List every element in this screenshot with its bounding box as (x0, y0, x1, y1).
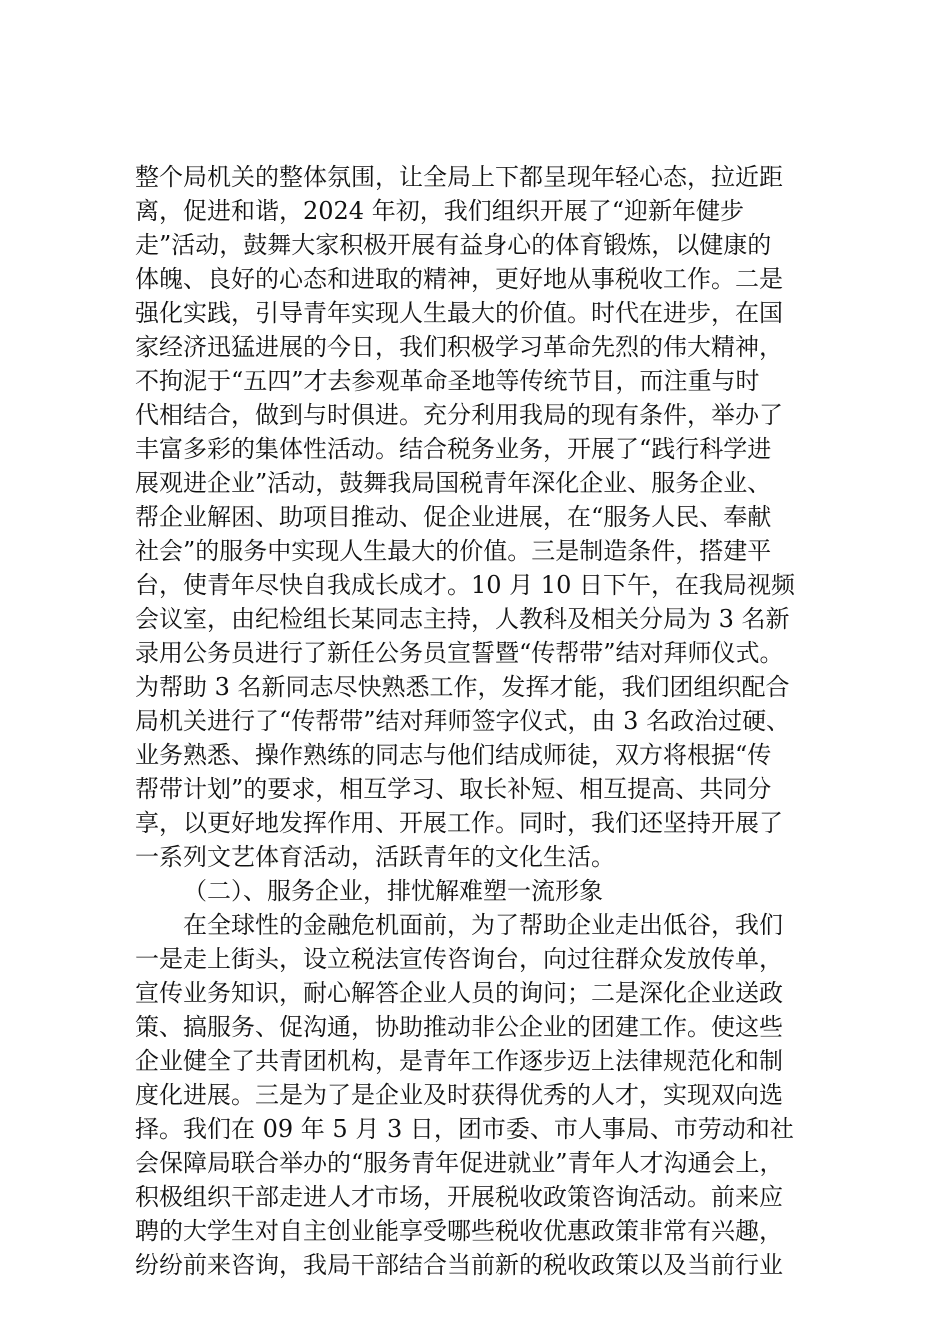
text-line: 离，促进和谐，2024 年初，我们组织开展了“迎新年健步 (135, 197, 744, 225)
text-line: 宣传业务知识，耐心解答企业人员的询问；二是深化企业送政 (135, 979, 783, 1007)
text-line: 一系列文艺体育活动，活跃青年的文化生活。 (135, 843, 615, 871)
text-line: 局机关进行了“传帮带”结对拜师签字仪式，由 3 名政治过硬、 (135, 707, 791, 735)
text-line: 积极组织干部走进人才市场，开展税收政策咨询活动。前来应 (135, 1183, 783, 1211)
text-line: 体魄、良好的心态和进取的精神，更好地从事税收工作。二是 (135, 265, 783, 293)
text-line: 强化实践，引导青年实现人生最大的价值。时代在进步，在国 (135, 299, 783, 327)
section-heading: （二）、服务企业，排忧解难塑一流形象 (183, 877, 603, 905)
text-line: 不拘泥于“五四”才去参观革命圣地等传统节目，而注重与时 (135, 367, 760, 395)
text-line: 帮企业解困、助项目推动、促企业进展，在“服务人民、奉献 (135, 503, 772, 531)
text-line: 台，使青年尽快自我成长成才。10 月 10 日下午，在我局视频 (135, 571, 795, 599)
text-line: 享，以更好地发挥作用、开展工作。同时，我们还坚持开展了 (135, 809, 783, 837)
text-line: 纷纷前来咨询，我局干部结合当前新的税收政策以及当前行业 (135, 1251, 783, 1279)
text-line: 会议室，由纪检组长某同志主持，人教科及相关分局为 3 名新 (135, 605, 790, 633)
text-line: 录用公务员进行了新任公务员宣誓暨“传帮带”结对拜师仪式。 (135, 639, 784, 667)
paragraph-first-line: 在全球性的金融危机面前，为了帮助企业走出低谷，我们 (183, 911, 783, 939)
text-line: 择。我们在 09 年 5 月 3 日，团市委、市人事局、市劳动和社 (135, 1115, 794, 1143)
text-line: 展观进企业”活动，鼓舞我局国税青年深化企业、服务企业、 (135, 469, 772, 497)
text-line: 会保障局联合举办的“服务青年促进就业”青年人才沟通会上， (135, 1149, 784, 1177)
body-text (135, 160, 855, 1282)
text-line: 整个局机关的整体氛围，让全局上下都呈现年轻心态，拉近距 (135, 163, 783, 191)
text-line: 走”活动，鼓舞大家积极开展有益身心的体育锻炼，以健康的 (135, 231, 772, 259)
text-line: 一是走上街头，设立税法宣传咨询台，向过往群众发放传单， (135, 945, 783, 973)
text-line: 帮带计划”的要求，相互学习、取长补短、相互提高、共同分 (135, 775, 772, 803)
text-line: 业务熟悉、操作熟练的同志与他们结成师徒，双方将根据“传 (135, 741, 772, 769)
text-line: 聘的大学生对自主创业能享受哪些税收优惠政策非常有兴趣， (135, 1217, 783, 1245)
text-line: 家经济迅猛进展的今日，我们积极学习革命先烈的伟大精神， (135, 333, 783, 361)
text-line: 企业健全了共青团机构，是青年工作逐步迈上法律规范化和制 (135, 1047, 783, 1075)
text-line: 社会”的服务中实现人生最大的价值。三是制造条件，搭建平 (135, 537, 772, 565)
text-line: 丰富多彩的集体性活动。结合税务业务，开展了“践行科学进 (135, 435, 772, 463)
text-line: 度化进展。三是为了是企业及时获得优秀的人才，实现双向选 (135, 1081, 783, 1109)
text-line: 代相结合，做到与时俱进。充分利用我局的现有条件，举办了 (135, 401, 783, 429)
text-line: 为帮助 3 名新同志尽快熟悉工作，发挥才能，我们团组织配合 (135, 673, 790, 701)
text-line: 策、搞服务、促沟通，协助推动非公企业的团建工作。使这些 (135, 1013, 783, 1041)
